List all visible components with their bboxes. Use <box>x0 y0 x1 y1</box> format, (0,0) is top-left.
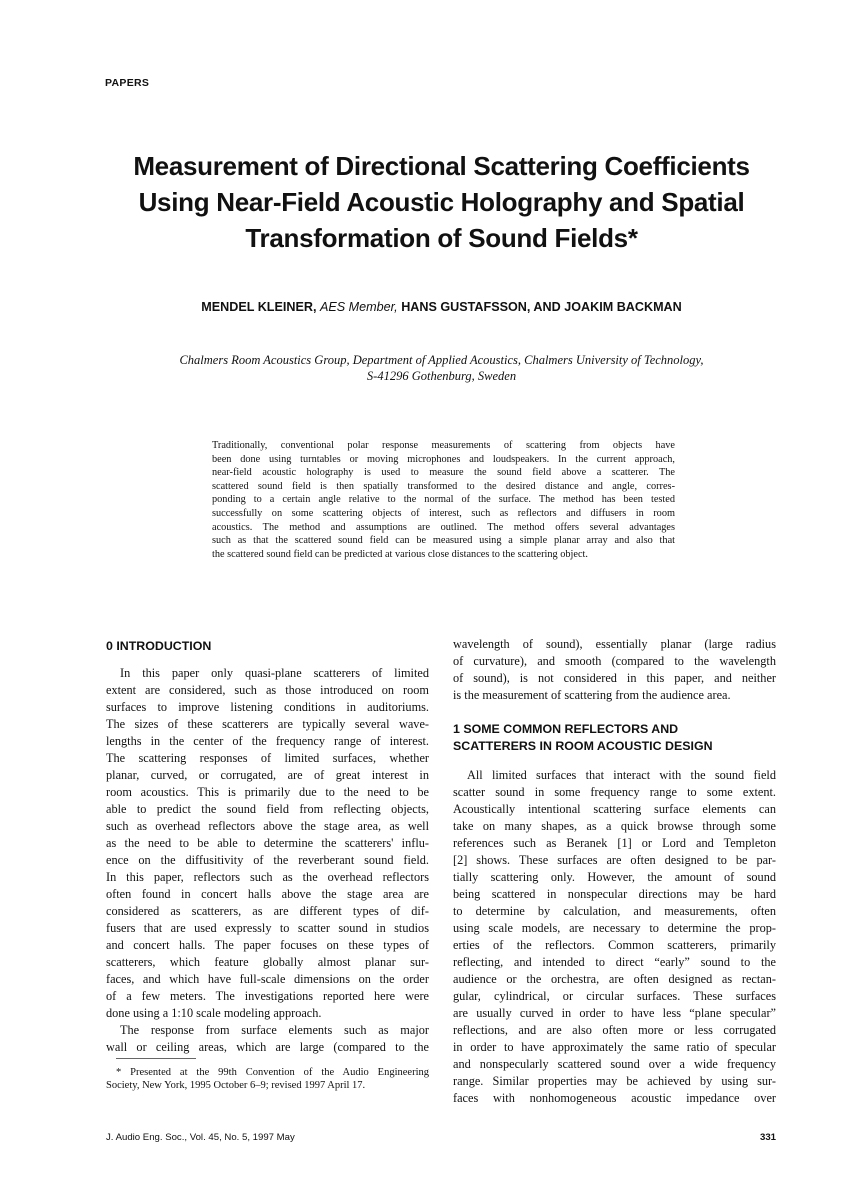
abstract <box>212 439 675 561</box>
text-line: wavelength of sound), essentially planar (large radius <box>453 637 776 651</box>
abstract-line: such as that the scattered sound field can be measured using a simple planar array and also that <box>212 535 675 547</box>
text-line: take on many shapes, as a quick browse through some <box>453 819 776 833</box>
right-column-text <box>453 767 776 1107</box>
text-line: and nonspecularly scattered sound over a wide frequency <box>453 1057 776 1071</box>
right-column-text-top <box>453 636 776 704</box>
text-line: ence on the diffusitivity of the reverberant sound field. <box>106 853 429 867</box>
title-line: Using Near-Field Acoustic Holography and Spatial <box>138 187 745 217</box>
text-line: fusers that are used expressly to scatter sound in studios <box>106 921 429 935</box>
abstract-line: ponding to a certain angle relative to the normal of the surface. The method has been tested <box>212 494 675 506</box>
text-line: Acoustically intentional scattering surface elements can <box>453 802 776 816</box>
affiliation-line: S-41296 Gothenburg, Sweden <box>366 369 517 383</box>
text-line: in order to have approximately the same ratio of specular <box>453 1040 776 1054</box>
heading-line: SCATTERERS IN ROOM ACOUSTIC DESIGN <box>453 739 713 753</box>
text-line: references such as Beranek [1] or Lord and Templeton <box>453 836 776 850</box>
text-line: such as overhead reflectors above the stage area, as well <box>106 819 429 833</box>
text-line: faces, and which have full-scale dimensions on the order <box>106 972 429 986</box>
abstract-line: near-field acoustic holography is used to measure the sound field above a scatterer. The <box>212 467 675 479</box>
text-line: faces with nonhomogeneous acoustic impedance over <box>453 1091 776 1105</box>
affiliation-line: Chalmers Room Acoustics Group, Department of Applied Acoustics, Chalmers University of Technology, <box>179 353 704 367</box>
text-line: [2] shows. These surfaces are often designed to be par- <box>453 853 776 867</box>
text-line: lengths in the center of the frequency range of interest. <box>106 734 429 748</box>
text-line: The scattering responses of limited surfaces, whether <box>106 751 429 765</box>
text-line: The response from surface elements such as major <box>120 1023 429 1037</box>
text-line: range. Similar properties may be achieved by using sur- <box>453 1074 776 1088</box>
left-column-text <box>106 665 429 1056</box>
abstract-line: successfully on some scattering objects of interest, such as reflectors and diffusers in room <box>212 507 675 519</box>
text-line: reflecting, and intended to direct “early” sound to the <box>453 955 776 969</box>
paper-title <box>100 148 783 256</box>
footnote-line: Society, New York, 1995 October 6–9; revised 1997 April 17. <box>106 1080 366 1091</box>
text-line: scatterers, which feature globally almost planar sur- <box>106 955 429 969</box>
abstract-line: acoustics. The method and assumptions are outlined. The method offers several advantages <box>212 521 675 533</box>
affiliation <box>100 352 783 384</box>
text-line: wall or ceiling areas, which are large (compared to the <box>106 1040 429 1054</box>
text-line: to determine by calculation, and measurements, often <box>453 904 776 918</box>
text-line: considered as scatterers, as are different types of dif- <box>106 904 429 918</box>
footnote-divider <box>116 1058 196 1059</box>
text-line: are usually curved in order to have less “plane specular” <box>453 1006 776 1020</box>
text-line: audience or the orchestra, are often designed as rectan- <box>453 972 776 986</box>
text-line: as the need to be able to determine the scatterers' influ- <box>106 836 429 850</box>
text-line: erties of the reflectors. Common scatterers, primarily <box>453 938 776 952</box>
abstract-line: been done using turntables or moving microphones and loudspeakers. In the current approach, <box>212 453 675 465</box>
text-line: and concert halls. The paper focuses on these types of <box>106 938 429 952</box>
footnote <box>106 1066 429 1092</box>
author-line <box>100 300 783 314</box>
text-line: using scale models, are necessary to determine the prop- <box>453 921 776 935</box>
section-heading-reflectors <box>453 721 713 755</box>
text-line: In this paper only quasi-plane scatterers of limited <box>120 666 429 680</box>
journal-citation: J. Audio Eng. Soc., Vol. 45, No. 5, 1997 May <box>106 1132 295 1143</box>
text-line: The sizes of these scatterers are typically several wave- <box>106 717 429 731</box>
title-line: Transformation of Sound Fields* <box>245 223 638 253</box>
text-line: tially scattering only. However, the amount of sound <box>453 870 776 884</box>
text-line: All limited surfaces that interact with the sound field <box>467 768 776 782</box>
text-line: surfaces to improve listening conditions in auditoriums. <box>106 700 429 714</box>
section-heading-introduction: 0 INTRODUCTION <box>106 639 212 653</box>
text-line: planar, curved, or corrugated, are of great interest in <box>106 768 429 782</box>
text-line: is the measurement of scattering from the audience area. <box>453 688 731 702</box>
author-membership: AES Member, <box>319 300 398 314</box>
text-line: extent are considered, such as those introduced on room <box>106 683 429 697</box>
text-line: often found in concert halls above the stage area are <box>106 887 429 901</box>
text-line: of curvature), and smooth (compared to the wavelength <box>453 654 776 668</box>
text-line: being scattered in nonspecular directions may be hard <box>453 887 776 901</box>
text-line: room acoustics. This is primarily due to the need to be <box>106 785 429 799</box>
text-line: of sound), is not considered in this paper, and neither <box>453 671 776 685</box>
text-line: reflections, and are also often more or less corrugated <box>453 1023 776 1037</box>
abstract-line: Traditionally, conventional polar response measurements of scattering from objects have <box>212 440 675 451</box>
text-line: able to predict the sound field from reflecting objects, <box>106 802 429 816</box>
title-line: Measurement of Directional Scattering Coefficients <box>133 151 750 181</box>
abstract-line: the scattered sound field can be predicted at various close distances to the scattering object. <box>212 548 588 560</box>
author-first: MENDEL KLEINER, <box>201 300 317 314</box>
text-line: done using a 1:10 scale modeling approach. <box>106 1006 322 1020</box>
abstract-line: scattered sound field is then spatially transformed to the desired distance and angle, corres- <box>212 480 675 492</box>
text-line: In this paper, reflectors such as the overhead reflectors <box>106 870 429 884</box>
page-number: 331 <box>760 1132 777 1143</box>
section-label: PAPERS <box>105 77 150 89</box>
heading-line: 1 SOME COMMON REFLECTORS AND <box>453 722 679 736</box>
footnote-line: * Presented at the 99th Convention of the Audio Engineering <box>116 1067 429 1078</box>
author-rest: HANS GUSTAFSSON, AND JOAKIM BACKMAN <box>401 300 682 314</box>
text-line: scatter sound in some frequency range to some extent. <box>453 785 776 799</box>
text-line: gular, cylindrical, or circular surfaces. These surfaces <box>453 989 776 1003</box>
text-line: of a few meters. The investigations reported here were <box>106 989 429 1003</box>
